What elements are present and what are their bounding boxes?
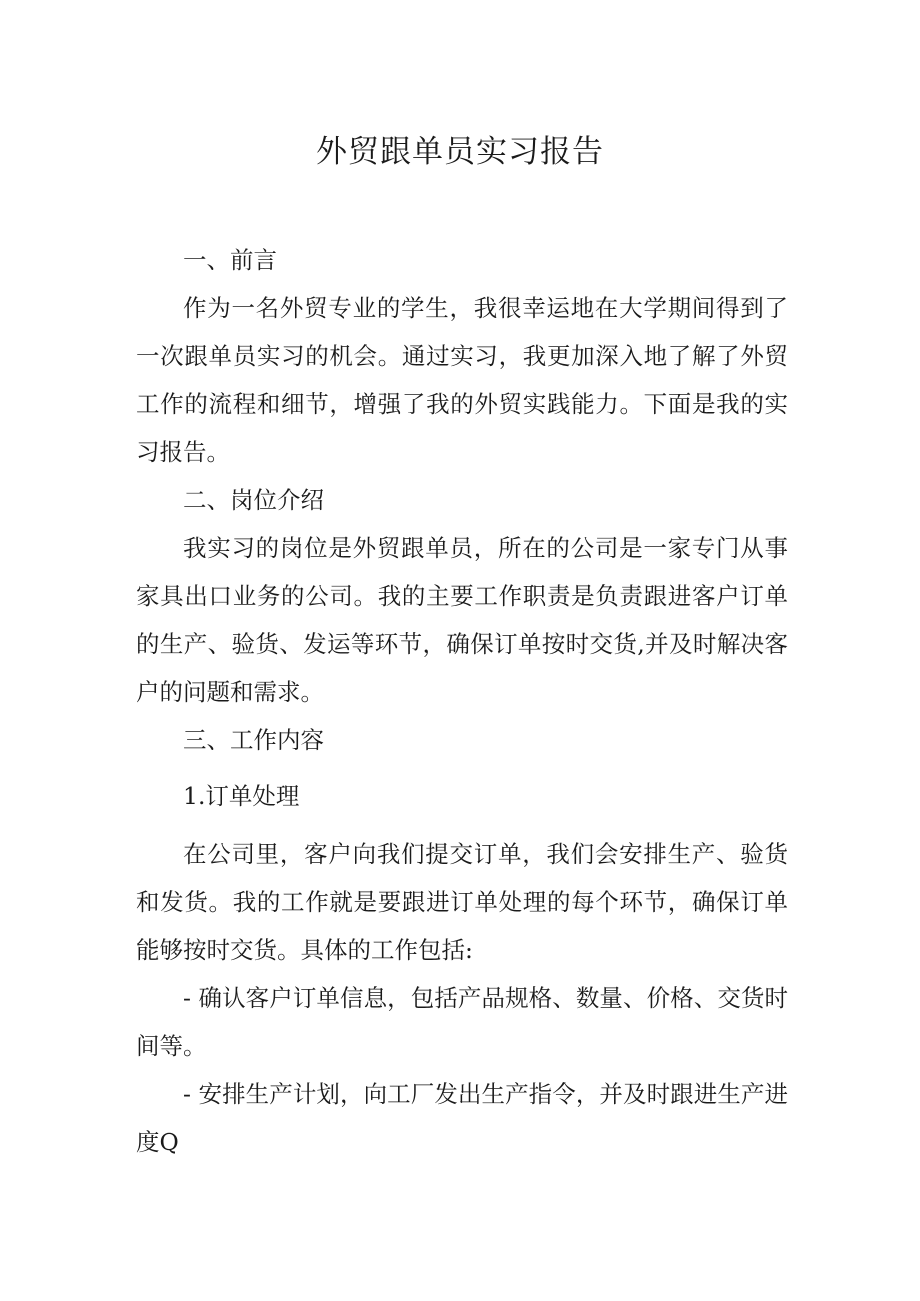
list-item-confirm-order: - 确认客户订单信息，包括产品规格、数量、价格、交货时间等。 bbox=[136, 984, 788, 1060]
section-heading-work-content: 三、工作内容 bbox=[183, 726, 324, 754]
subheading-order-processing: 1.订单处理 bbox=[183, 782, 300, 810]
section-heading-preface: 一、前言 bbox=[183, 246, 277, 274]
page-title: 外贸跟单员实习报告 bbox=[316, 134, 604, 170]
paragraph-preface: 作为一名外贸专业的学生，我很幸运地在大学期间得到了一次跟单员实习的机会。通过实习，我更加深入地了解了外贸工作的流程和细节，增强了我的外贸实践能力。下面是我的实习报告。 bbox=[136, 294, 788, 466]
paragraph-position: 我实习的岗位是外贸跟单员，所在的公司是一家专门从事家具出口业务的公司。我的主要工作职责是负责跟进客户订单的生产、验货、发运等环节，确保订单按时交货,并及时解决客户的问题和需求。 bbox=[136, 534, 788, 706]
paragraph-order-processing: 在公司里，客户向我们提交订单，我们会安排生产、验货和发货。我的工作就是要跟进订单处理的每个环节，确保订单能够按时交货。具体的工作包括: bbox=[136, 840, 788, 964]
list-item-production-plan: - 安排生产计划，向工厂发出生产指令，并及时跟进生产进度Q bbox=[136, 1080, 788, 1156]
document-body bbox=[136, 236, 788, 1166]
section-heading-position: 二、岗位介绍 bbox=[183, 486, 324, 514]
